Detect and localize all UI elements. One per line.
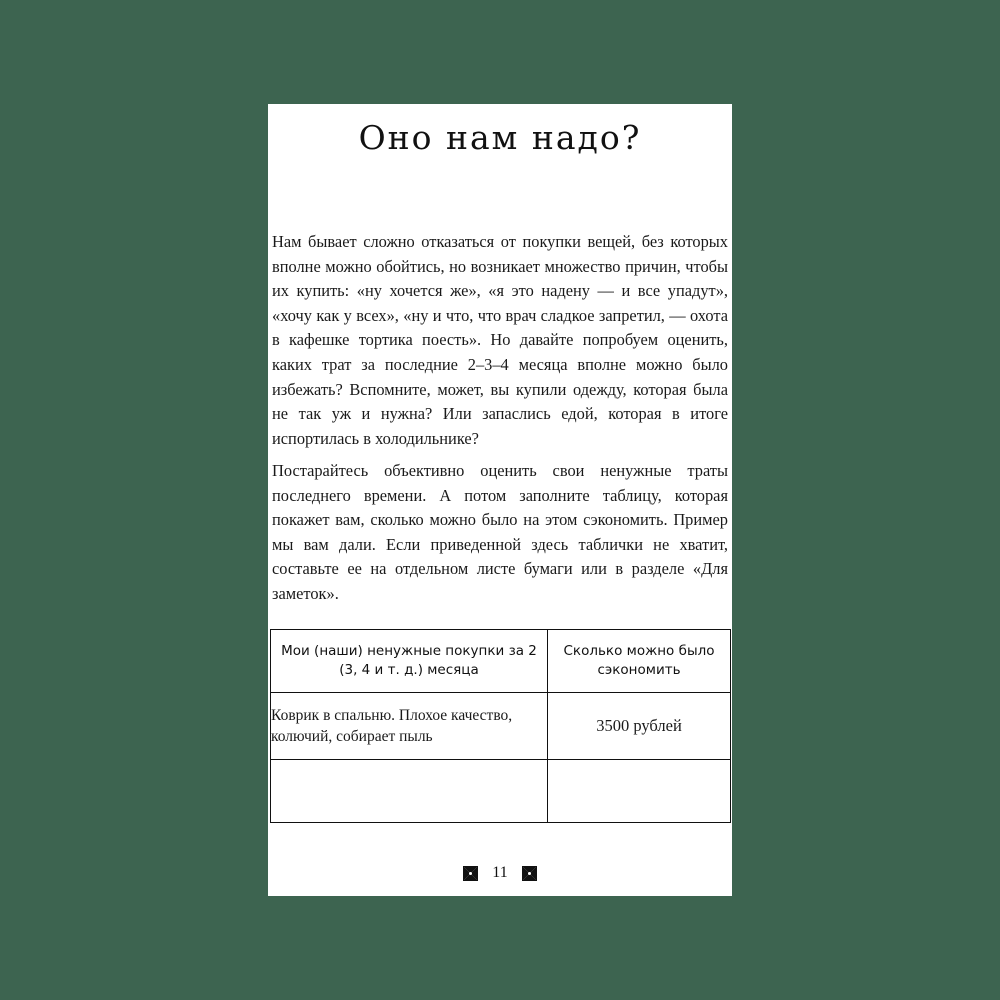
- cell-purchase-blank[interactable]: [271, 760, 548, 823]
- body-paragraph-1: Нам бывает сложно отказаться от покупки вещей, без которых вполне можно обойтись, но возникает множество причин, чтобы их купить: «ну хочется же», «я это надену — и все упадут», «хочу как у всех», «ну и что, что врач сладкое запретил, — охота в кафешке тортика поесть». Но давайте попробуем оценить, каких трат за последние 2–3–4 месяца вполне можно было избежать? Вспомните, может, вы купили одежду, которая была не так уж и нужна? Или запаслись едой, которая в итоге испортилась в холодильнике?: [272, 232, 728, 448]
- page-footer: [268, 864, 732, 882]
- column-header-purchases: Мои (наши) ненужные покупки за 2 (3, 4 и т. д.) месяца: [271, 630, 548, 693]
- page-title: Оно нам надо?: [358, 118, 642, 157]
- column-header-savings: Сколько можно было сэкономить: [548, 630, 731, 693]
- body-paragraph-2: Постарайтесь объективно оценить свои ненужные траты последнего времени. А потом заполните таблицу, которая покажет вам, сколько можно было на этом сэкономить. Пример мы вам дали. Если приведенной здесь таблички не хватит, составьте ее на отдельном листе бумаги или в разделе «Для заметок».: [272, 461, 728, 603]
- page-content: [268, 104, 732, 896]
- table-row: [271, 693, 731, 760]
- page-number: 11: [492, 864, 508, 881]
- cell-saving-blank[interactable]: [548, 760, 731, 823]
- maltese-cross-ornament-icon: [463, 866, 478, 881]
- table-header-row: [271, 630, 731, 693]
- unnecessary-purchases-table: [270, 629, 731, 823]
- cell-saving-example: 3500 рублей: [548, 693, 731, 760]
- cell-purchase-example: Коврик в спальню. Плохое качество, колючий, собирает пыль: [271, 693, 548, 760]
- table-row: [271, 760, 731, 823]
- book-page: [268, 104, 732, 896]
- maltese-cross-ornament-icon: [522, 866, 537, 881]
